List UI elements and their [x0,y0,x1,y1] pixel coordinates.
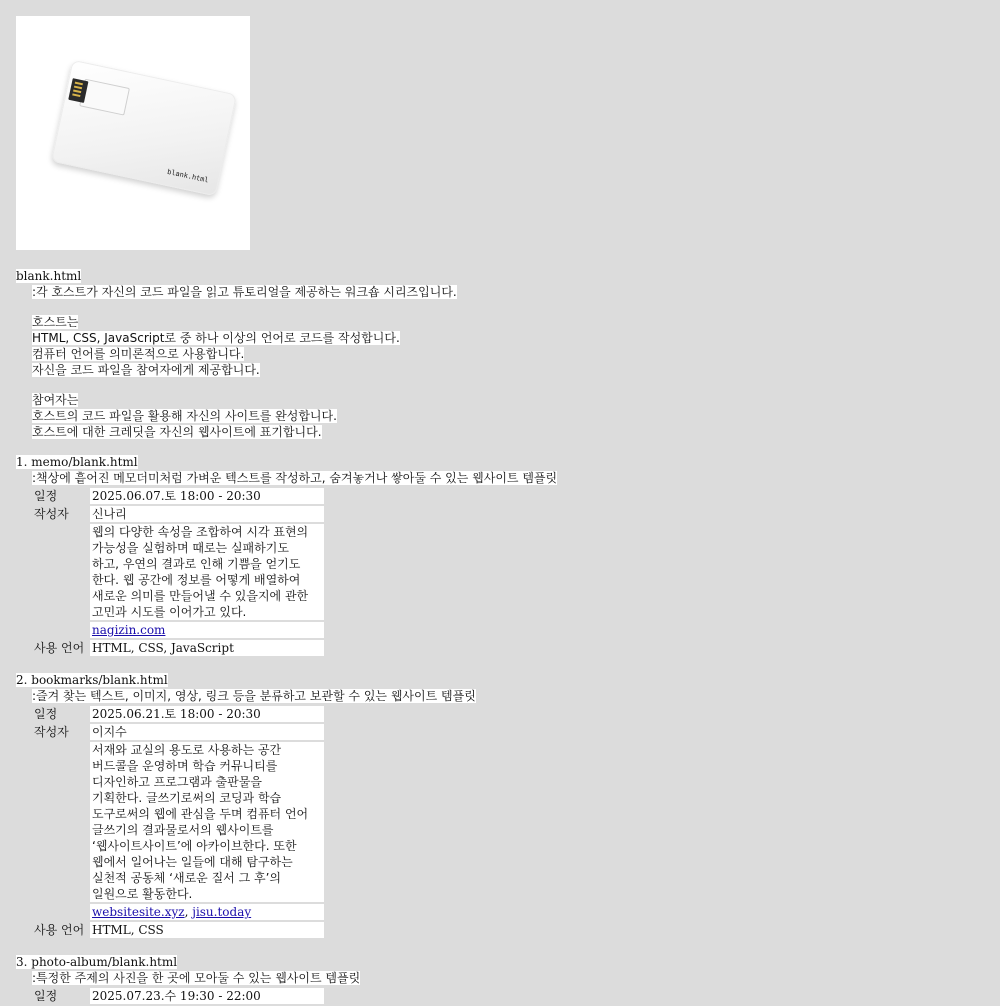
links-row [32,904,324,920]
workshop-title: 3. photo-album/blank.html [16,955,178,969]
bio-line: 하고, 우연의 결과로 인해 기쁨을 얻기도 [92,557,301,571]
workshop-info-table [30,986,326,1006]
bio-row [32,524,324,620]
page-title: blank.html [16,269,82,283]
schedule-label: 일정 [32,706,88,722]
bio-line: 한다. 웹 공간에 정보를 어떻게 배열하여 [92,573,301,587]
language-row [32,640,324,656]
participants-line: 호스트의 코드 파일을 활용해 자신의 사이트를 완성합니다. [32,409,337,423]
bio-line: 가능성을 실험하며 때로는 실패하기도 [92,541,289,555]
bio-line: 웹의 다양한 속성을 조합하여 시각 표현의 [92,525,309,539]
author-row [32,506,324,522]
author-row [32,724,324,740]
hosts-line: HTML, CSS, JavaScript로 중 하나 이상의 언어로 코드를 작성합니다. [32,331,400,345]
schedule-label: 일정 [32,488,88,504]
author-link[interactable]: jisu.today [192,905,252,919]
bio-line: 웹에서 일어나는 일들에 대해 탐구하는 [92,855,293,869]
author-label: 작성자 [32,506,88,522]
bio-line: 고민과 시도를 이어가고 있다. [92,605,247,619]
schedule-row [32,706,324,722]
bio-line: 서재와 교실의 용도로 사용하는 공간 [92,743,282,757]
workshop-description: :즐겨 찾는 텍스트, 이미지, 영상, 링크 등을 분류하고 보관할 수 있는 웹사이트 템플릿 [32,689,476,703]
author-bio [90,742,324,902]
card-label: blank.html [166,167,210,185]
participants-heading: 참여자는 [32,393,79,407]
intro-description: :각 호스트가 자신의 코드 파일을 읽고 튜토리얼을 제공하는 워크숍 시리즈입니다. [32,285,457,299]
workshop-title: 1. memo/blank.html [16,455,138,469]
author-link[interactable]: websitesite.xyz [92,905,185,919]
author-link[interactable]: nagizin.com [92,623,166,637]
bio-line: 실천적 공동체 ‘새로운 질서 그 후’의 [92,871,281,885]
workshop-info-table [30,486,326,658]
link-separator: , [184,905,193,919]
bio-line: 기획한다. 글쓰기로써의 코딩과 학습 [92,791,282,805]
page [16,16,984,1006]
bio-line: 일원으로 활동한다. [92,887,193,901]
language-value: HTML, CSS, JavaScript [90,640,324,656]
bio-row [32,742,324,902]
workshop-description: :책상에 흩어진 메모더미처럼 가벼운 텍스트를 작성하고, 숨겨놓거나 쌓아둘 수 있는 웹사이트 템플릿 [32,471,558,485]
hero-image [16,16,250,250]
intro [16,284,984,440]
workshop-2 [16,672,984,940]
bio-line: 디자인하고 프로그램과 출판물을 [92,775,262,789]
workshop-1 [16,454,984,658]
author-value: 이지수 [90,724,324,740]
hosts-line: 컴퓨터 언어를 의미론적으로 사용합니다. [32,347,245,361]
bio-line: 버드콜을 운영하며 학습 커뮤니티를 [92,759,278,773]
author-bio [90,524,324,620]
language-row [32,922,324,938]
language-label: 사용 언어 [32,922,88,938]
language-label: 사용 언어 [32,640,88,656]
hosts-heading: 호스트는 [32,315,79,329]
author-value: 신나리 [90,506,324,522]
workshop-info-table [30,704,326,940]
language-value: HTML, CSS [90,922,324,938]
links-row [32,622,324,638]
schedule-value: 2025.07.23.수 19:30 - 22:00 [90,988,324,1004]
schedule-row [32,988,324,1004]
hosts-line: 자신을 코드 파일을 참여자에게 제공합니다. [32,363,260,377]
bio-line: 도구로써의 웹에 관심을 두며 컴퓨터 언어 [92,807,309,821]
workshop-description: :특정한 주제의 사진을 한 곳에 모아둘 수 있는 웹사이트 템플릿 [32,971,361,985]
schedule-label: 일정 [32,988,88,1004]
schedule-row [32,488,324,504]
usb-card-image [51,60,237,197]
schedule-value: 2025.06.21.토 18:00 - 20:30 [90,706,324,722]
bio-line: ‘웹사이트사이트’에 아카이브한다. 또한 [92,839,297,853]
author-label: 작성자 [32,724,88,740]
schedule-value: 2025.06.07.토 18:00 - 20:30 [90,488,324,504]
workshop-title: 2. bookmarks/blank.html [16,673,168,687]
bio-line: 새로운 의미를 만들어낼 수 있을지에 관한 [92,589,309,603]
bio-line: 글쓰기의 결과물로서의 웹사이트를 [92,823,274,837]
workshop-3 [16,954,984,1006]
participants-line: 호스트에 대한 크레딧을 자신의 웹사이트에 표기합니다. [32,425,322,439]
